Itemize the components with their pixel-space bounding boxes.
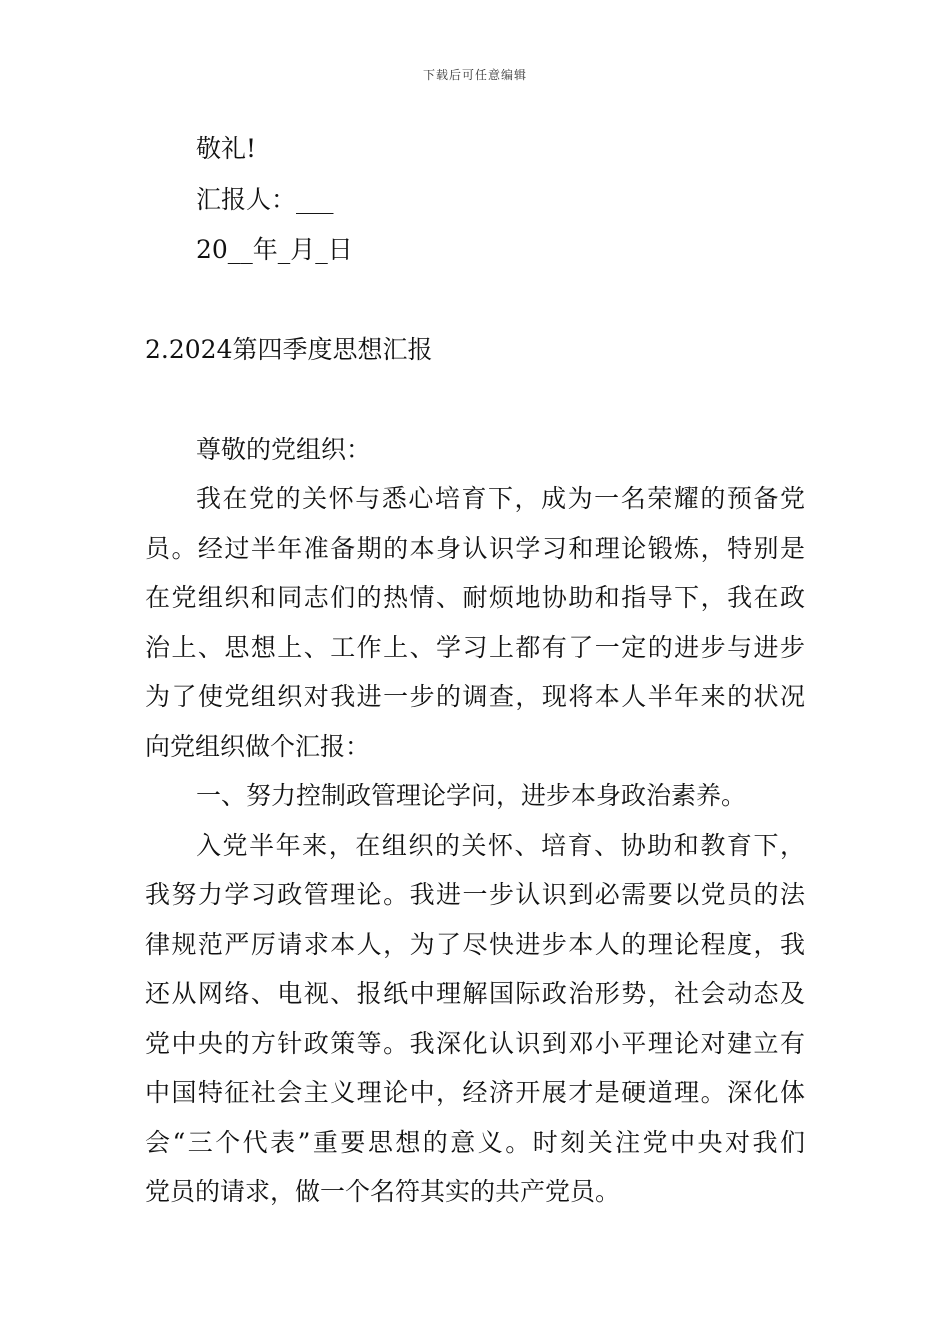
paragraph2-line: 入党半年来，在组织的关怀、培育、协助和教育下， — [196, 831, 805, 860]
section-heading-1: 一、努力控制政管理论学问，进步本身政治素养。 — [196, 781, 747, 810]
letter-greeting: 尊敬的党组织： — [196, 435, 372, 464]
paragraph1-line: 员。经过半年准备期的本身认识学习和理论锻炼，特别是 — [145, 534, 805, 563]
paragraph2-line: 党中央的方针政策等。我深化认识到邓小平理论对建立有 — [145, 1029, 805, 1058]
paragraph1-line: 为了使党组织对我进一步的调查，现将本人半年来的状况 — [145, 682, 805, 711]
date-line: 20__年_月_日 — [196, 235, 353, 264]
paragraph2-line: 律规范严厉请求本人，为了尽快进步本人的理论程度，我 — [145, 930, 805, 959]
paragraph1-line: 向党组织做个汇报： — [145, 732, 371, 761]
section-title: 2.2024第四季度思想汇报 — [145, 335, 433, 364]
paragraph1-line: 在党组织和同志们的热情、耐烦地协助和指导下，我在政 — [145, 583, 805, 612]
paragraph2-line: 党员的请求，做一个名符其实的共产党员。 — [145, 1177, 621, 1206]
paragraph2-line: 我努力学习政管理论。我进一步认识到必需要以党员的法 — [145, 880, 805, 909]
paragraph1-line: 治上、思想上、工作上、学习上都有了一定的进步与进步 — [145, 633, 805, 662]
paragraph2-line: 中国特征社会主义理论中，经济开展才是硬道理。深化体 — [145, 1078, 805, 1107]
closing-salute: 敬礼! — [196, 134, 257, 163]
page-header: 下载后可任意编辑 — [422, 68, 527, 82]
paragraph1-line: 我在党的关怀与悉心培育下，成为一名荣耀的预备党 — [196, 484, 805, 513]
reporter-line: 汇报人：___ — [196, 185, 334, 214]
paragraph2-line: 会“三个代表”重要思想的意义。时刻关注党中央对我们 — [145, 1128, 805, 1157]
paragraph2-line: 还从网络、电视、报纸中理解国际政治形势，社会动态及 — [145, 979, 805, 1008]
